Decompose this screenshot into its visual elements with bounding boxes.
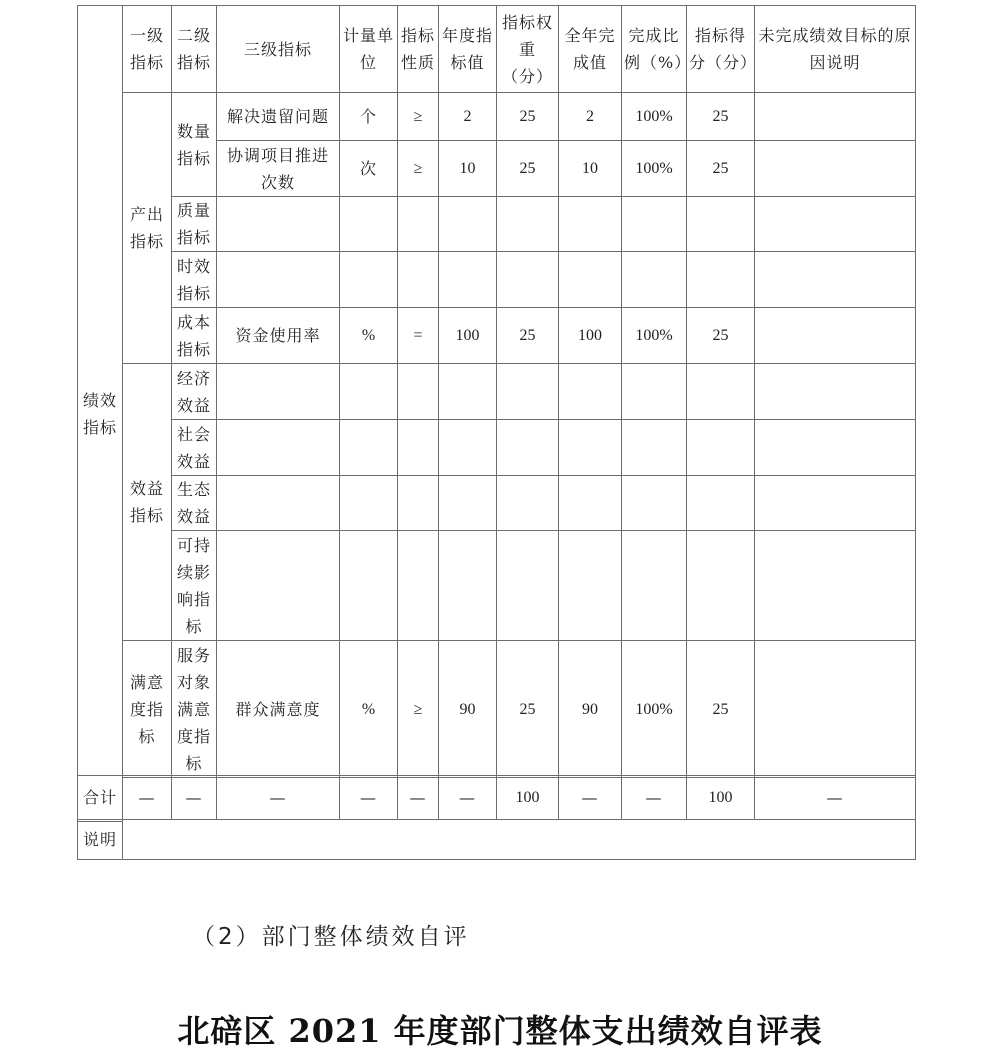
total-weight: 100 — [497, 776, 559, 820]
document-title: 北碚区 2021 年度部门整体支出绩效自评表 — [177, 1012, 823, 1050]
group-performance: 绩效指标 — [78, 6, 123, 822]
target-cell: 10 — [439, 141, 497, 197]
header-weight: 指标权重（分） — [497, 6, 559, 93]
table-row — [78, 476, 916, 531]
table-row — [78, 364, 916, 420]
performance-table — [77, 5, 916, 822]
header-score: 指标得分（分） — [687, 6, 755, 93]
header-completion: 完成比例（%） — [622, 6, 687, 93]
header-reason: 未完成绩效目标的原因说明 — [755, 6, 916, 93]
dash-cell: — — [755, 776, 916, 820]
table-row — [78, 308, 916, 364]
unit-cell: 次 — [340, 141, 398, 197]
score-cell: 25 — [687, 641, 755, 778]
level2-timeliness: 时效指标 — [172, 252, 217, 308]
level2-economic: 经济效益 — [172, 364, 217, 420]
actual-cell: 100 — [559, 308, 622, 364]
ratio-cell: 100% — [622, 93, 687, 141]
target-cell: 100 — [439, 308, 497, 364]
level2-social: 社会效益 — [172, 420, 217, 476]
total-score: 100 — [687, 776, 755, 820]
dash-cell: — — [340, 776, 398, 820]
nature-cell: ≥ — [398, 141, 439, 197]
level2-cost: 成本指标 — [172, 308, 217, 364]
unit-cell: % — [340, 641, 398, 778]
nature-cell: ≥ — [398, 93, 439, 141]
group-benefit: 效益指标 — [123, 364, 172, 641]
reason-cell — [755, 641, 916, 778]
dash-cell: — — [559, 776, 622, 820]
dash-cell: — — [123, 776, 172, 820]
header-level3: 三级指标 — [217, 6, 340, 93]
nature-cell: = — [398, 308, 439, 364]
dash-cell: — — [398, 776, 439, 820]
section-heading: （2）部门整体绩效自评 — [192, 924, 470, 950]
nature-cell: ≥ — [398, 641, 439, 778]
dash-cell: — — [439, 776, 497, 820]
unit-cell: % — [340, 308, 398, 364]
indicator-name: 群众满意度 — [217, 641, 340, 778]
table-row — [78, 420, 916, 476]
unit-cell: 个 — [340, 93, 398, 141]
header-level2: 二级指标 — [172, 6, 217, 93]
level2-ecological: 生态效益 — [172, 476, 217, 531]
table-row — [78, 641, 916, 778]
ratio-cell: 100% — [622, 641, 687, 778]
dash-cell: — — [172, 776, 217, 820]
ratio-cell: 100% — [622, 141, 687, 197]
dash-cell: — — [217, 776, 340, 820]
score-cell: 25 — [687, 93, 755, 141]
level2-sustainable: 可持续影响指标 — [172, 531, 217, 641]
table-row — [78, 93, 916, 141]
total-label: 合计 — [78, 776, 123, 820]
header-level1: 一级指标 — [123, 6, 172, 93]
reason-cell — [755, 308, 916, 364]
table-row — [78, 252, 916, 308]
indicator-name: 资金使用率 — [217, 308, 340, 364]
weight-cell: 25 — [497, 93, 559, 141]
header-unit: 计量单位 — [340, 6, 398, 93]
header-row — [78, 6, 916, 93]
indicator-name: 解决遗留问题 — [217, 93, 340, 141]
total-table — [77, 775, 916, 860]
level2-quality: 质量指标 — [172, 197, 217, 252]
level2-service: 服务对象满意度指标 — [172, 641, 217, 778]
weight-cell: 25 — [497, 308, 559, 364]
target-cell: 90 — [439, 641, 497, 778]
table-row — [78, 197, 916, 252]
reason-cell — [755, 93, 916, 141]
note-row — [78, 820, 916, 860]
level2-quantity: 数量指标 — [172, 93, 217, 197]
actual-cell: 90 — [559, 641, 622, 778]
target-cell: 2 — [439, 93, 497, 141]
total-row — [78, 776, 916, 820]
group-output: 产出指标 — [123, 93, 172, 364]
actual-cell: 10 — [559, 141, 622, 197]
header-nature: 指标性质 — [398, 6, 439, 93]
actual-cell: 2 — [559, 93, 622, 141]
header-annual-actual: 全年完成值 — [559, 6, 622, 93]
ratio-cell: 100% — [622, 308, 687, 364]
dash-cell: — — [622, 776, 687, 820]
weight-cell: 25 — [497, 641, 559, 778]
reason-cell — [755, 141, 916, 197]
score-cell: 25 — [687, 308, 755, 364]
table-row — [78, 531, 916, 641]
group-satisfaction: 满意度指标 — [123, 641, 172, 778]
header-annual-target: 年度指标值 — [439, 6, 497, 93]
weight-cell: 25 — [497, 141, 559, 197]
score-cell: 25 — [687, 141, 755, 197]
note-content — [123, 820, 916, 860]
indicator-name: 协调项目推进次数 — [217, 141, 340, 197]
note-label: 说明 — [78, 820, 123, 860]
